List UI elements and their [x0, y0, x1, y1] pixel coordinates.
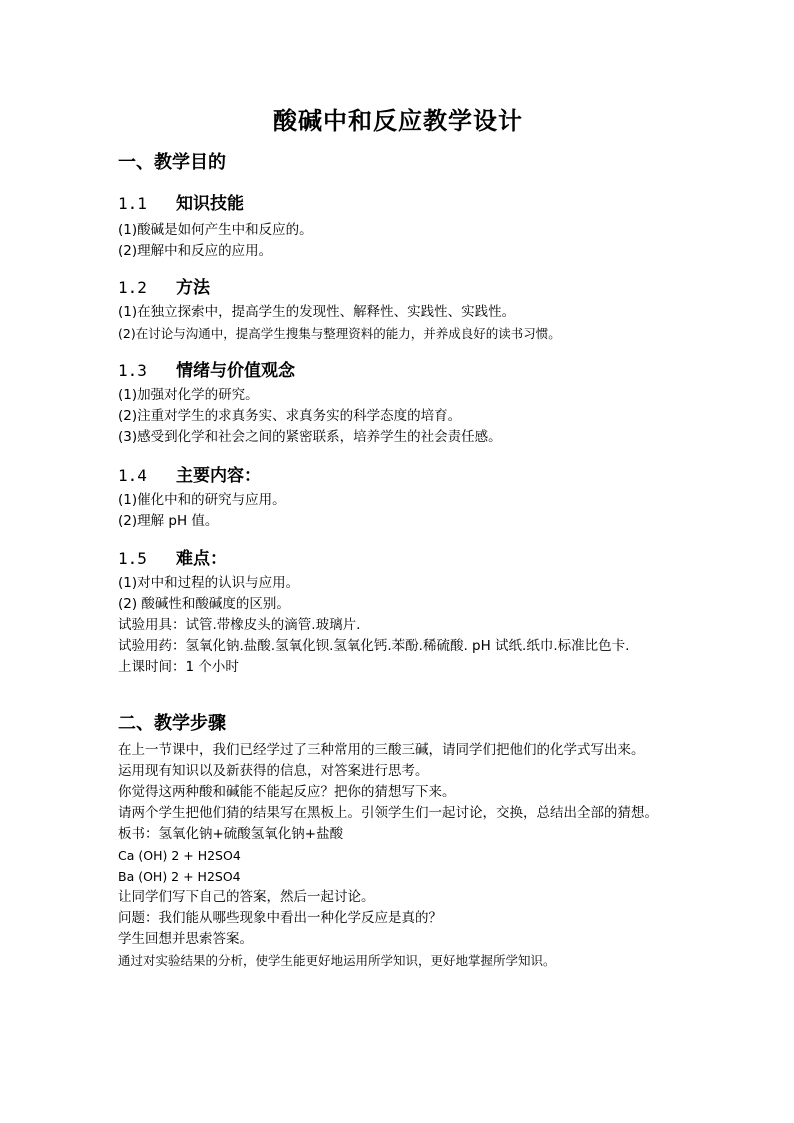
paragraph-line: 让同学们写下自己的答案，然后一起讨论。: [118, 889, 375, 905]
subsection-title: 难点：: [176, 549, 227, 569]
subsection-heading-1-2: [118, 273, 210, 298]
subsection-number: 1.4: [118, 466, 147, 485]
subsection-heading-1-4: [118, 461, 261, 486]
paragraph-line: (1)催化中和的研究与应用。: [118, 492, 286, 508]
subsection-body-1-1: [118, 220, 680, 262]
subsection-number: 1.3: [118, 361, 147, 380]
paragraph-line: (1)酸碱是如何产生中和反应的。: [118, 222, 313, 238]
section-heading-teaching-goals: 一、教学目的: [118, 152, 226, 173]
paragraph-line: 试验用具：试管.带橡皮头的滴管.玻璃片.: [118, 617, 361, 633]
subsection-title: 主要内容：: [176, 466, 261, 486]
paragraph-line: 试验用药：氢氧化钠.盐酸.氢氧化钡.氢氧化钙.苯酚.稀硫酸. pH 试纸.纸巾.标准比色卡.: [118, 638, 630, 654]
paragraph-line: 在上一节课中，我们已经学过了三种常用的三酸三碱，请同学们把他们的化学式写出来。: [118, 742, 645, 758]
subsection-heading-1-3: [118, 356, 295, 381]
paragraph-line: 上课时间：1 个小时: [118, 659, 239, 675]
formula-line: Ca (OH) 2 + H2SO4: [118, 848, 241, 863]
paragraph-line: 你觉得这两种酸和碱能不能起反应？把你的猜想写下来。: [118, 784, 456, 800]
paragraph-line: 板书：氢氧化钠+硫酸氢氧化钠+盐酸: [118, 826, 344, 842]
subsection-body-1-4: [118, 490, 680, 532]
paragraph-line: (2)理解中和反应的应用。: [118, 243, 273, 259]
paragraph-line: (1)对中和过程的认识与应用。: [118, 575, 300, 591]
paragraph-line: (2)注重对学生的求真务实、求真务实的科学态度的培育。: [118, 408, 462, 424]
paragraph-line: 学生回想并思索答案。: [118, 931, 253, 947]
subsection-body-1-2: [118, 302, 680, 344]
paragraph-line: (2) 酸碱性和酸碱度的区别。: [118, 596, 290, 612]
paragraph-line: (1)加强对化学的研究。: [118, 387, 259, 403]
subsection-body-1-3: [118, 385, 680, 448]
paragraph-line: 问题：我们能从哪些现象中看出一种化学反应是真的？: [118, 910, 442, 926]
document-title: 酸碱中和反应教学设计: [273, 107, 523, 135]
paragraph-line: 通过对实验结果的分析，使学生能更好地运用所学知识，更好地掌握所学知识。: [118, 953, 556, 968]
paragraph-line: (2)在讨论与沟通中，提高学生搜集与整理资料的能力，并养成良好的读书习惯。: [118, 326, 561, 341]
subsection-body-1-5: [118, 573, 680, 678]
paragraph-line: (2)理解 pH 值。: [118, 513, 219, 529]
subsection-number: 1.2: [118, 278, 147, 297]
subsection-number: 1.1: [118, 194, 147, 213]
section-heading-teaching-steps: 二、教学步骤: [118, 713, 226, 734]
section-body-teaching-steps: [118, 740, 680, 971]
subsection-heading-1-5: [118, 544, 227, 569]
paragraph-line: 请两个学生把他们猜的结果写在黑板上。引领学生们一起讨论，交换，总结出全部的猜想。: [118, 805, 658, 821]
subsection-title: 方法: [176, 278, 210, 298]
subsection-number: 1.5: [118, 549, 147, 568]
subsection-heading-1-1: [118, 189, 244, 214]
paragraph-line: (1)在独立探索中，提高学生的发现性、解释性、实践性、实践性。: [118, 304, 516, 320]
paragraph-line: 运用现有知识以及新获得的信息，对答案进行思考。: [118, 763, 429, 779]
subsection-title: 知识技能: [176, 194, 244, 214]
formula-line: Ba (OH) 2 + H2SO4: [118, 869, 241, 884]
subsection-title: 情绪与价值观念: [176, 361, 295, 381]
paragraph-line: (3)感受到化学和社会之间的紧密联系，培养学生的社会责任感。: [118, 429, 502, 445]
